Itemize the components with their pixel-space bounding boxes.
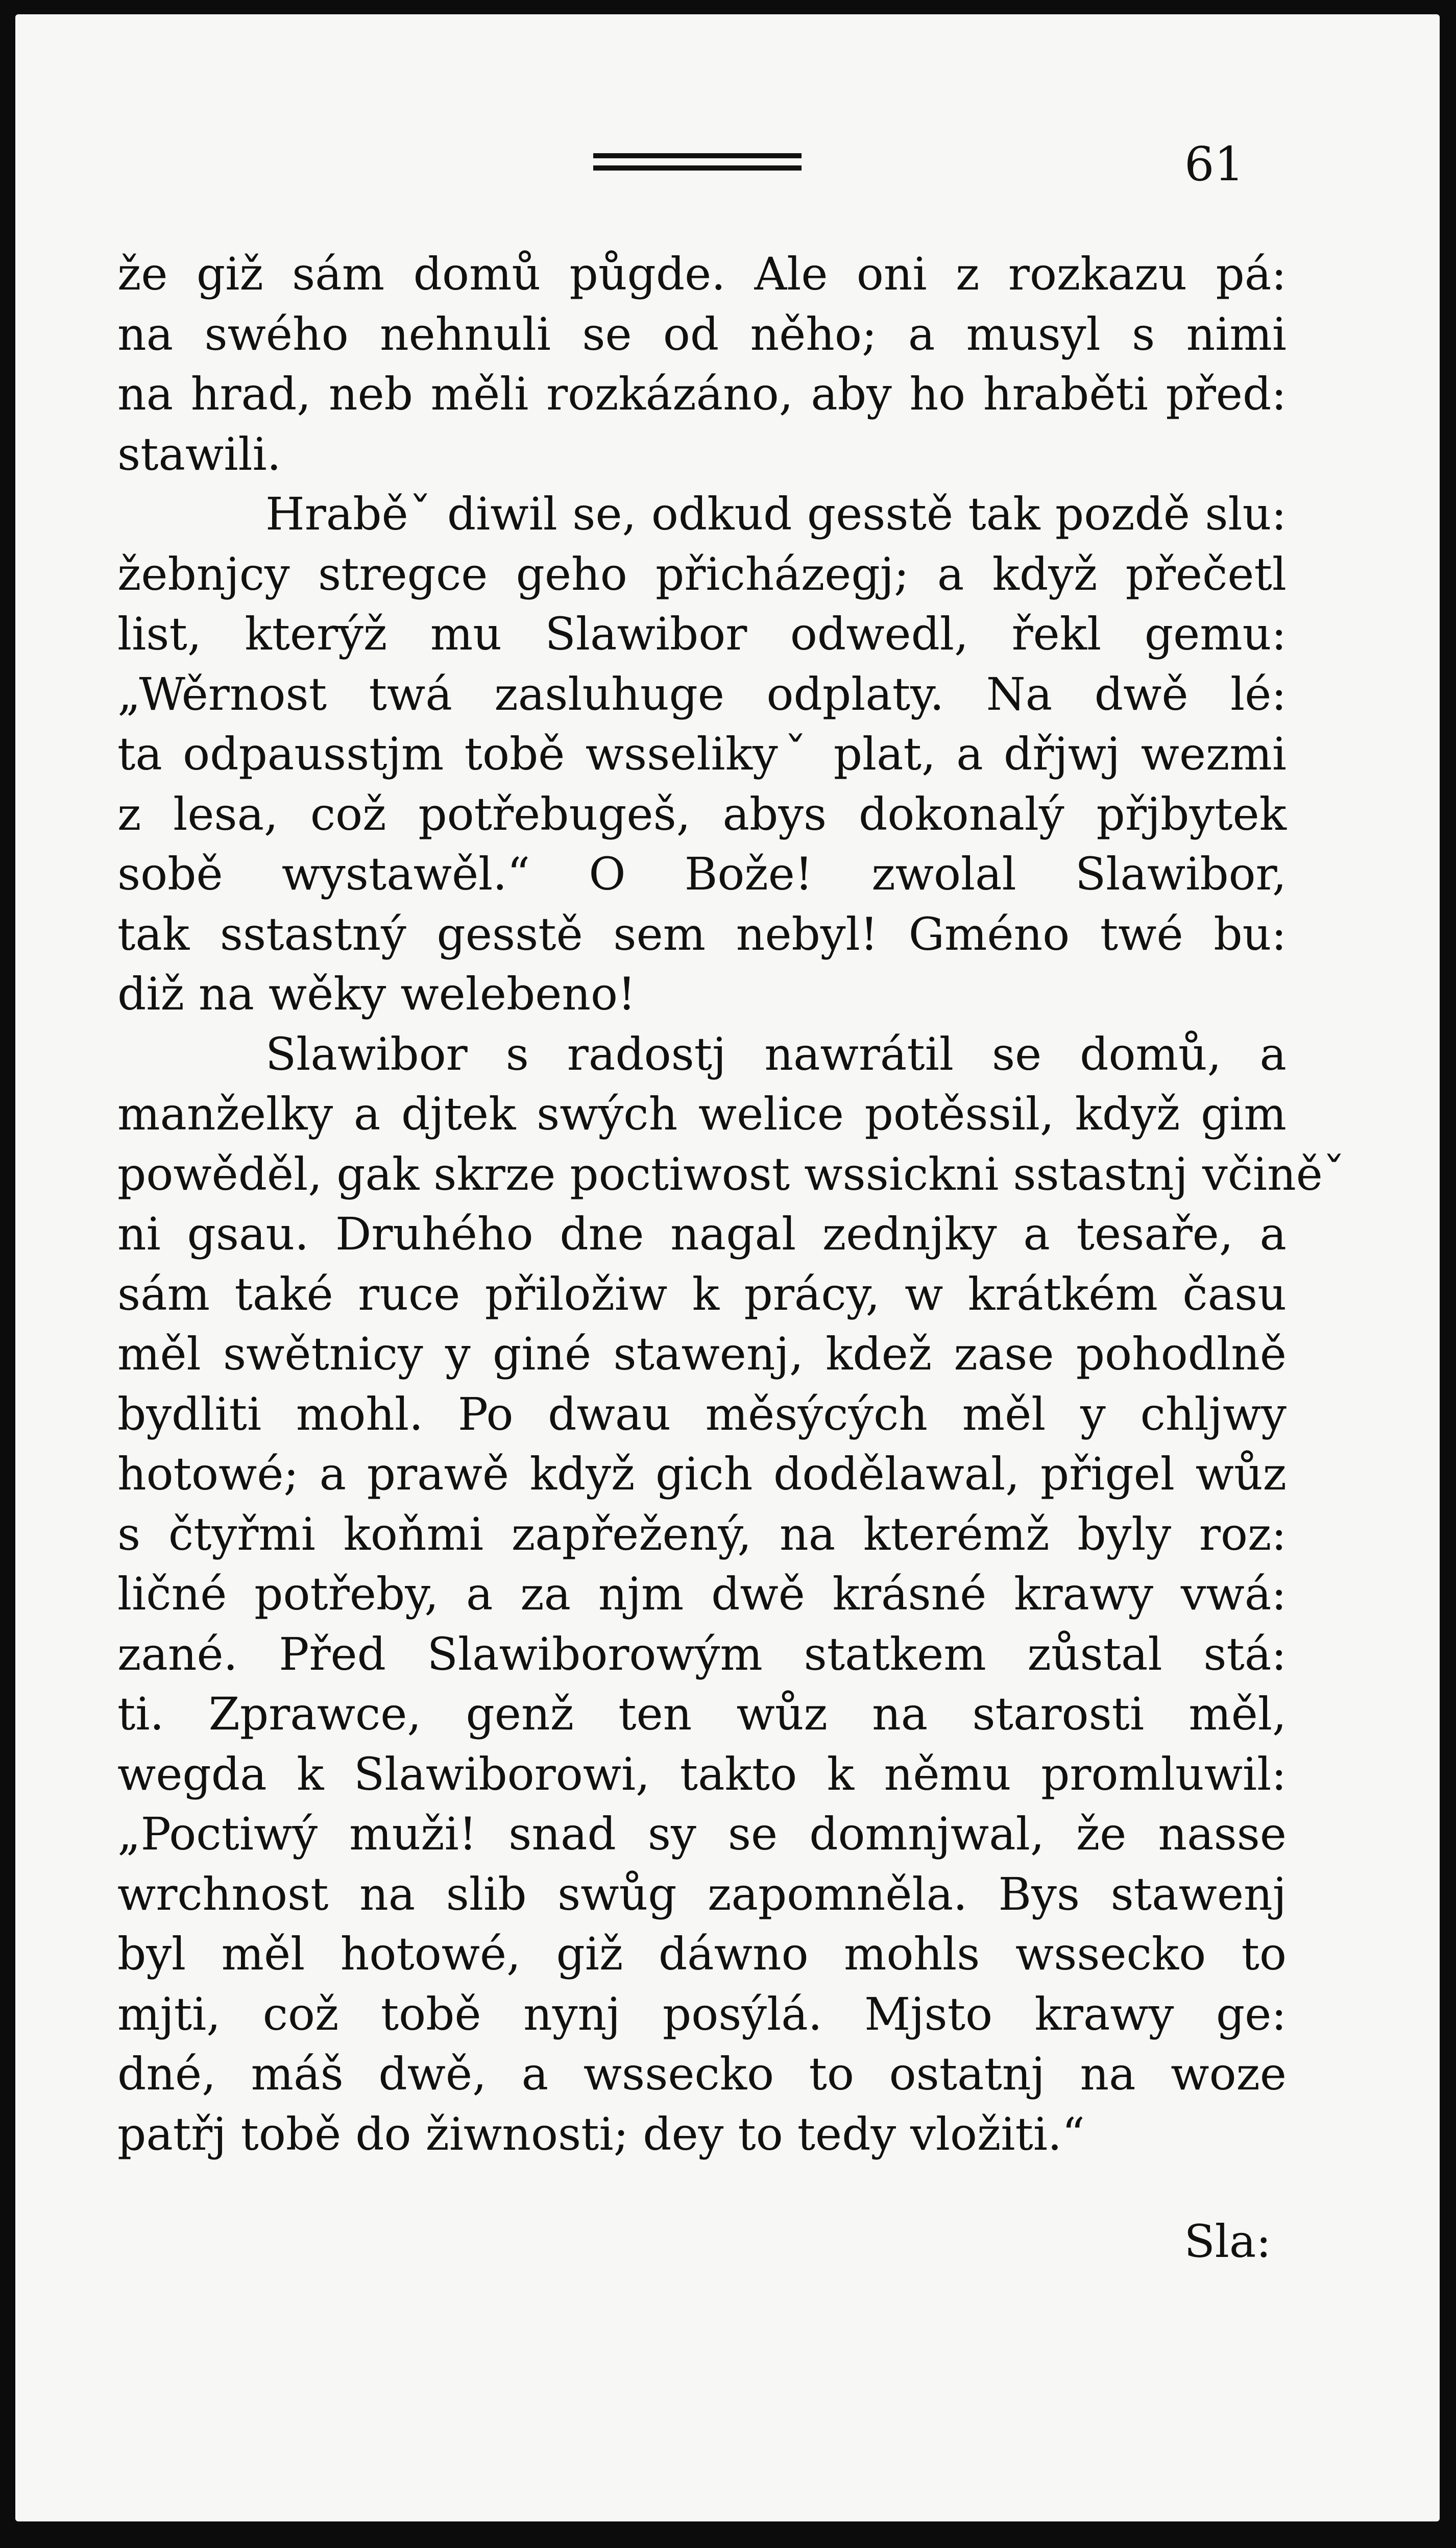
text-line: na swého nehnuli se od něho; a musyl s nimi <box>117 307 1287 360</box>
header-rule <box>593 153 802 178</box>
text-line: byl měl hotowé, giž dáwno mohls wssecko to <box>117 1928 1287 1980</box>
text-line: sám také ruce přiložiw k prácy, w krátkém času <box>117 1267 1287 1320</box>
text-line: ni gsau. Druhého dne nagal zednjky a tesaře, a <box>117 1208 1287 1260</box>
book-page <box>15 14 1440 2521</box>
text-line: „Wěrnost twá zasluhuge odplaty. Na dwě lé: <box>117 667 1287 720</box>
text-line: ličné potřeby, a za njm dwě krásné krawy vwá: <box>117 1568 1287 1620</box>
text-line: na hrad, neb měli rozkázáno, aby ho hraběti před: <box>117 368 1287 420</box>
paragraph-start-line: Slawibor s radostj nawrátil se domů, a <box>265 1027 1287 1080</box>
text-line: dné, máš dwě, a wssecko to ostatnj na woze <box>117 2048 1287 2100</box>
text-line: patřj tobě do žiwnosti; dey to tedy vložiti.“ <box>117 2107 1085 2160</box>
text-line: tak sstastný gesstě sem nebyl! Gméno twé bu: <box>117 907 1287 960</box>
text-line: wegda k Slawiborowi, takto k němu promluwil: <box>117 1747 1287 1800</box>
paragraph-start-line: Hraběˇ diwil se, odkud gesstě tak pozdě slu: <box>265 488 1287 540</box>
text-line: ta odpausstjm tobě wsselikyˇ plat, a dřjwj wezmi <box>117 728 1287 780</box>
text-line: že giž sám domů půgde. Ale oni z rozkazu pá: <box>117 248 1287 300</box>
text-line: zané. Před Slawiborowým statkem zůstal stá: <box>117 1627 1287 1680</box>
catchword: Sla: <box>1184 2215 1271 2268</box>
text-line: z lesa, což potřebugeš, abys dokonalý přjbytek <box>117 787 1287 840</box>
text-line: mjti, což tobě nynj posýlá. Mjsto krawy ge: <box>117 1987 1287 2040</box>
text-line: sobě wystawěl.“ O Bože! zwolal Slawibor, <box>117 848 1287 900</box>
page-number: 61 <box>1184 137 1245 191</box>
text-line: wrchnost na slib swůg zapomněla. Bys stawenj <box>117 1867 1287 1920</box>
text-line: diž na wěky welebeno! <box>117 968 636 1020</box>
text-line: stawili. <box>117 427 281 480</box>
text-line: list, kterýž mu Slawibor odwedl, řekl gemu: <box>117 608 1287 660</box>
text-line: bydliti mohl. Po dwau měsýcých měl y chljwy <box>117 1387 1287 1440</box>
text-line: žebnjcy stregce geho přicházegj; a když přečetl <box>117 547 1287 600</box>
text-line: s čtyřmi koňmi zapřežený, na kterémž byly roz: <box>117 1507 1287 1560</box>
text-line: měl swětnicy y giné stawenj, kdež zase pohodlně <box>117 1328 1287 1380</box>
text-line: powěděl, gak skrze poctiwost wssickni sstastnj včiněˇ <box>117 1147 1345 1200</box>
text-line: manželky a djtek swých welice potěssil, když gim <box>117 1088 1287 1140</box>
text-line: ti. Zprawce, genž ten wůz na starosti měl, <box>117 1688 1287 1740</box>
body-text <box>117 244 1345 2164</box>
text-line: „Poctiwý muži! snad sy se domnjwal, že nasse <box>117 1808 1287 1860</box>
text-line: hotowé; a prawě když gich dodělawal, přigel wůz <box>117 1448 1287 1500</box>
